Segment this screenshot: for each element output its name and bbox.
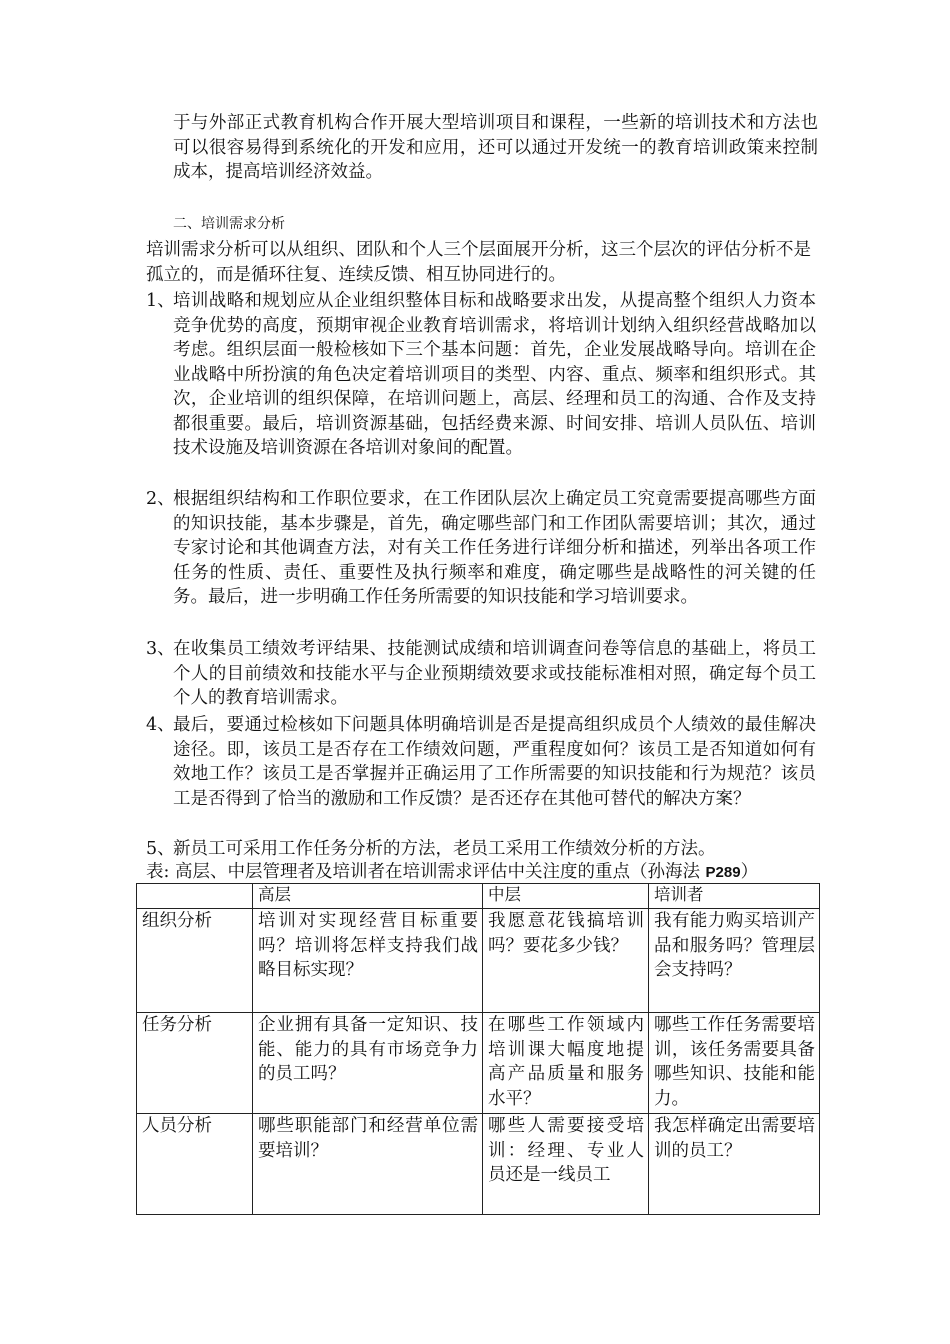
list-number: 1、 [146, 291, 175, 311]
list-item [146, 289, 816, 485]
list-item-text: 新员工可采用工作任务分析的方法，老员工采用工作绩效分析的方法。 [173, 839, 716, 859]
table-cell: 人员分析 [137, 1114, 253, 1215]
table-cell: 我怎样确定出需要培训的员工？ [649, 1114, 820, 1215]
list-number: 2、 [146, 489, 175, 509]
focus-table [136, 883, 820, 1215]
table-cell: 哪些人需要接受培训：经理、专业人员还是一线员工 [483, 1114, 649, 1215]
table-row [137, 909, 820, 1013]
table-caption-text: 表: 高层、中层管理者及培训者在培训需求评估中关注度的重点（孙海法 [146, 862, 706, 882]
table-header-row [137, 884, 820, 909]
table-header-cell: 培训者 [649, 884, 820, 909]
section-heading: 二、培训需求分析 [173, 216, 285, 232]
list-item-text: 最后，要通过检核如下问题具体明确培训是否是提高组织成员个人绩效的最佳解决途径。即，该员工是否存在工作绩效问题，严重程度如何？该员工是否知道如何有效地工作？该员工是否掌握并正确运用了工作所需要的知识技能和行为规范？该员工是否得到了恰当的激励和工作反馈？是否还存在其他可替代的解决方案？ [173, 715, 816, 809]
table-cell: 任务分析 [137, 1013, 253, 1114]
table-cell: 哪些工作任务需要培训，该任务需要具备哪些知识、技能和能力。 [649, 1013, 820, 1114]
table-header-cell [137, 884, 253, 909]
numbered-list [146, 289, 816, 863]
table-cell: 哪些职能部门和经营单位需要培训？ [253, 1114, 483, 1215]
table-row [137, 1114, 820, 1215]
list-item [146, 487, 816, 635]
table-header-cell: 中层 [483, 884, 649, 909]
list-item [146, 637, 816, 711]
list-item-text: 在收集员工绩效考评结果、技能测试成绩和培训调查问卷等信息的基础上，将员工个人的目前绩效和技能水平与企业预期绩效要求或技能标准相对照，确定每个员工个人的教育培训需求。 [173, 639, 816, 708]
intro-paragraph: 于与外部正式教育机构合作开展大型培训项目和课程，一些新的培训技术和方法也可以很容易得到系统化的开发和应用，还可以通过开发统一的教育培训政策来控制成本，提高培训经济效益。 [173, 113, 818, 182]
table-cell: 组织分析 [137, 909, 253, 1013]
table-cell: 培训对实现经营目标重要吗？培训将怎样支持我们战略目标实现？ [253, 909, 483, 1013]
table-cell: 在哪些工作领域内培训课大幅度地提高产品质量和服务水平？ [483, 1013, 649, 1114]
list-item [146, 837, 816, 861]
table-cell: 我有能力购买培训产品和服务吗？管理层会支持吗？ [649, 909, 820, 1013]
table-header-cell: 高层 [253, 884, 483, 909]
table-caption-close: ） [740, 862, 759, 882]
table-cell: 企业拥有具备一定知识、技能、能力的具有市场竞争力的员工吗？ [253, 1013, 483, 1114]
list-item-text: 培训战略和规划应从企业组织整体目标和战略要求出发，从提高整个组织人力资本竞争优势的高度，预期审视企业教育培训需求，将培训计划纳入组织经营战略加以考虑。组织层面一般检核如下三个基本问题：首先，企业发展战略导向。培训在企业战略中所扮演的角色决定着培训项目的类型、内容、重点、频率和组织形式。其次，企业培训的组织保障，在培训问题上，高层、经理和员工的沟通、合作及支持都很重要。最后，培训资源基础，包括经费来源、时间安排、培训人员队伍、培训技术设施及培训资源在各培训对象间的配置。 [173, 291, 816, 458]
table-row [137, 1013, 820, 1114]
lead-paragraph: 培训需求分析可以从组织、团队和个人三个层面展开分析，这三个层次的评估分析不是孤立的，而是循环往复、连续反馈、相互协同进行的。 [146, 240, 811, 285]
list-number: 4、 [146, 715, 175, 735]
list-item [146, 713, 816, 835]
list-item-text: 根据组织结构和工作职位要求，在工作团队层次上确定员工究竟需要提高哪些方面的知识技能，基本步骤是，首先，确定哪些部门和工作团队需要培训；其次，通过专家讨论和其他调查方法，对有关工作任务进行详细分析和描述，列举出各项工作任务的性质、责任、重要性及执行频率和难度，确定哪些是战略性的河关键的任务。最后，进一步明确工作任务所需要的知识技能和学习培训要求。 [173, 489, 816, 607]
table-caption [146, 860, 826, 885]
table-cell: 我愿意花钱搞培训吗？要花多少钱？ [483, 909, 649, 1013]
table-caption-page-ref: P289 [705, 864, 741, 881]
list-number: 3、 [146, 639, 175, 659]
list-number: 5、 [146, 839, 175, 859]
